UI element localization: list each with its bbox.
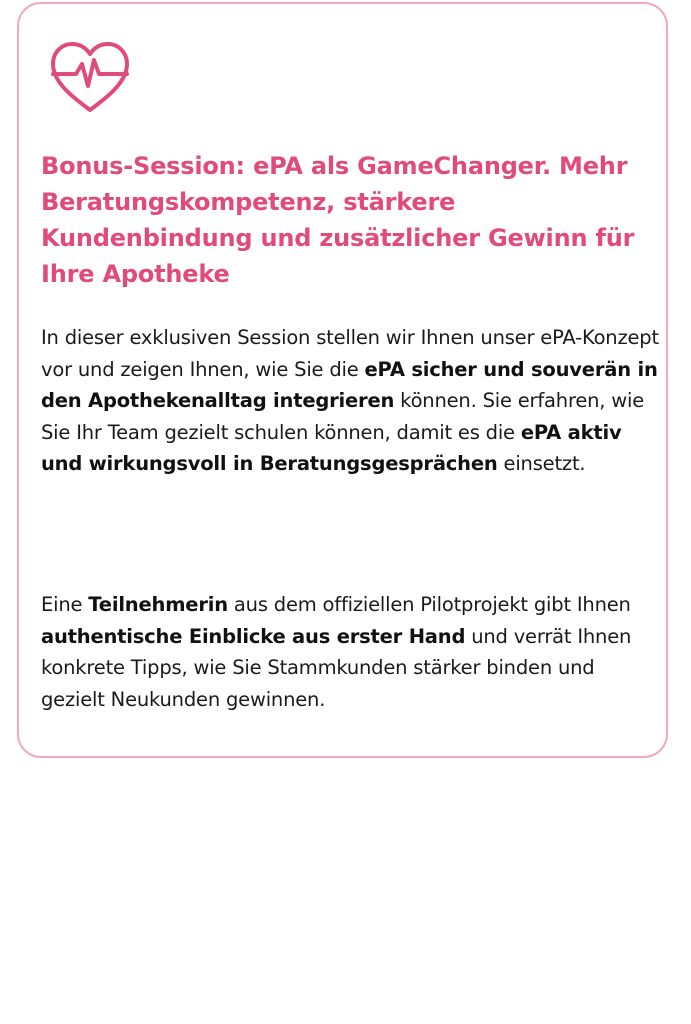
- p2-text-3: und verrät Ihnen konkrete Tipps, wie Sie Stammkunden stärker binden und gezielt Neukunden gewinnen.: [41, 624, 632, 711]
- participant-description: [41, 589, 661, 715]
- p1-text-2: können. Sie erfahren, wie Sie Ihr Team gezielt schulen können, damit es die: [41, 389, 645, 444]
- p2-text-1: Eine: [41, 593, 89, 616]
- p1-bold-2: ePA aktiv und wirkungsvoll in Beratungsgesprächen: [41, 420, 622, 475]
- info-card: [17, 2, 668, 758]
- p1-text-1: In dieser exklusiven Session stellen wir Ihnen unser ePA-Konzept vor und zeigen Ihnen, wie Sie die: [41, 326, 659, 381]
- p1-text-3: einsetzt.: [497, 452, 586, 475]
- session-description: [41, 322, 661, 480]
- heart-pulse-icon: [49, 40, 131, 114]
- p2-text-2: aus dem offiziellen Pilotprojekt gibt Ihnen: [227, 593, 631, 616]
- p1-bold-1: ePA sicher und souverän in den Apothekenalltag integrieren: [41, 357, 658, 412]
- p2-bold-1: Teilnehmerin: [88, 593, 228, 616]
- p2-bold-2: authentische Einblicke aus erster Hand: [41, 624, 466, 648]
- session-title: Bonus-Session: ePA als GameChanger. Mehr Beratungskompetenz, stärkere Kundenbindung und zusätzlicher Gewinn für Ihre Apotheke: [41, 152, 635, 288]
